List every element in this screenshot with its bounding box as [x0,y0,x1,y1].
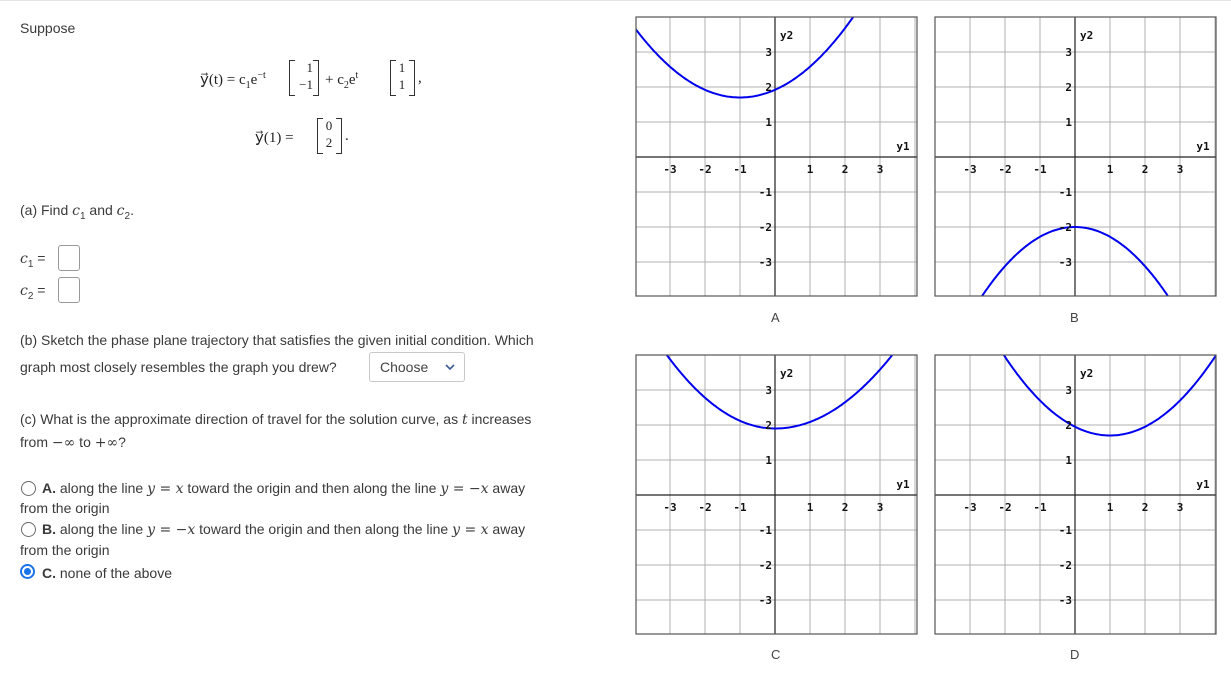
graph-b-label: B [1070,310,1079,325]
x-tick-label: -3 [963,163,977,176]
x-tick-label: -2 [998,163,1012,176]
graph-c-label: C [771,647,781,662]
select-value: Choose [380,359,429,375]
y-tick-label: 3 [765,46,772,59]
option-a-text[interactable]: A. along the line y = x toward the origin and then along the line y = −x away [42,480,526,497]
x-axis-label: y1 [1196,478,1210,491]
x-tick-label: -1 [1033,501,1047,514]
y-tick-label: 2 [1065,419,1072,432]
x-tick-label: -1 [733,501,747,514]
y-tick-label: -1 [758,524,772,537]
y-tick-label: 1 [1065,116,1072,129]
x-tick-label: 1 [806,163,814,176]
c2-label: $c_2$ = [20,282,46,302]
eq-term2: + $c_2e^t$ [325,70,359,91]
option-b-line2: from the origin [20,542,110,558]
y-tick-label: -3 [758,256,772,269]
graph-a-label: A [771,310,780,325]
y-axis-label: y2 [780,29,794,42]
x-tick-label: 3 [876,163,884,176]
x-axis-label: y1 [896,140,910,153]
y-tick-label: 3 [765,384,772,397]
x-tick-label: 3 [876,501,884,514]
y-tick-label: -1 [1058,186,1072,199]
x-tick-label: -1 [733,163,747,176]
intro-text: Suppose [20,20,76,36]
graph-d-label: D [1070,647,1080,662]
part-c-line2: from −∞ to +∞? [20,434,126,451]
y-axis-label: y2 [1080,29,1094,42]
part-c-line1: (c) What is the approximate direction of travel for the solution curve, as t increases [20,411,532,428]
x-tick-label: -1 [1033,163,1047,176]
part-b-line2: graph most closely resembles the graph you drew? [20,359,337,375]
x-axis-label: y1 [1196,140,1210,153]
y-tick-label: -3 [1058,594,1072,607]
y-tick-label: -1 [1058,524,1072,537]
eigenvector-1: 1 −1 [289,58,317,98]
x-tick-label: 1 [1106,163,1114,176]
y-tick-label: -1 [758,186,772,199]
x-tick-label: -2 [698,163,712,176]
y-tick-label: 1 [765,454,772,467]
y-tick-label: -2 [758,559,772,572]
eq-comma: , [418,70,422,86]
x-tick-label: 1 [1106,501,1114,514]
y-axis-label: y2 [780,367,794,380]
y-tick-label: 3 [1065,384,1072,397]
x-tick-label: -2 [698,501,712,514]
option-c-text[interactable]: C. none of the above [42,565,172,581]
y-tick-label: -2 [1058,559,1072,572]
y-tick-label: 2 [765,419,772,432]
graph-panel-b [900,17,1231,472]
ic-lhs: y⃗(1) = [255,130,294,146]
x-axis-label: y1 [896,478,910,491]
x-tick-label: 3 [1176,501,1184,514]
y-axis-label: y2 [1080,367,1094,380]
y-tick-label: 2 [1065,81,1072,94]
y-tick-label: 1 [765,116,772,129]
x-tick-label: 3 [1176,163,1184,176]
option-b-text[interactable]: B. along the line y = −x toward the origin and then along the line y = x away [42,521,526,538]
x-tick-label: 2 [1141,501,1149,514]
part-a-prompt: (a) Find $c_1$ and $c_2$. [20,202,134,222]
x-tick-label: 2 [841,501,849,514]
y-tick-label: -3 [1058,256,1072,269]
x-tick-label: 1 [806,501,814,514]
x-tick-label: -3 [663,163,677,176]
option-a-line2: from the origin [20,500,110,516]
part-b-line1: (b) Sketch the phase plane trajectory that satisfies the given initial condition. Which [20,332,534,348]
y-tick-label: -2 [1058,221,1072,234]
y-tick-label: -2 [758,221,772,234]
y-tick-label: 1 [1065,454,1072,467]
eigenvector-2: 1 1 [390,58,414,98]
eq-lhs: y⃗(t) = $c_1e^{-t}$ [200,70,266,91]
x-tick-label: 2 [841,163,849,176]
y-tick-label: -3 [758,594,772,607]
x-tick-label: 2 [1141,163,1149,176]
ic-vector: 0 2 [317,116,341,156]
x-tick-label: -3 [663,501,677,514]
graph-panel-a [600,0,950,296]
y-tick-label: 3 [1065,46,1072,59]
initial-condition: y⃗(1) = 0 2 . [255,118,375,158]
c1-label: $c_1$ = [20,250,46,270]
x-tick-label: -2 [998,501,1012,514]
y-tick-label: 2 [765,81,772,94]
x-tick-label: -3 [963,501,977,514]
